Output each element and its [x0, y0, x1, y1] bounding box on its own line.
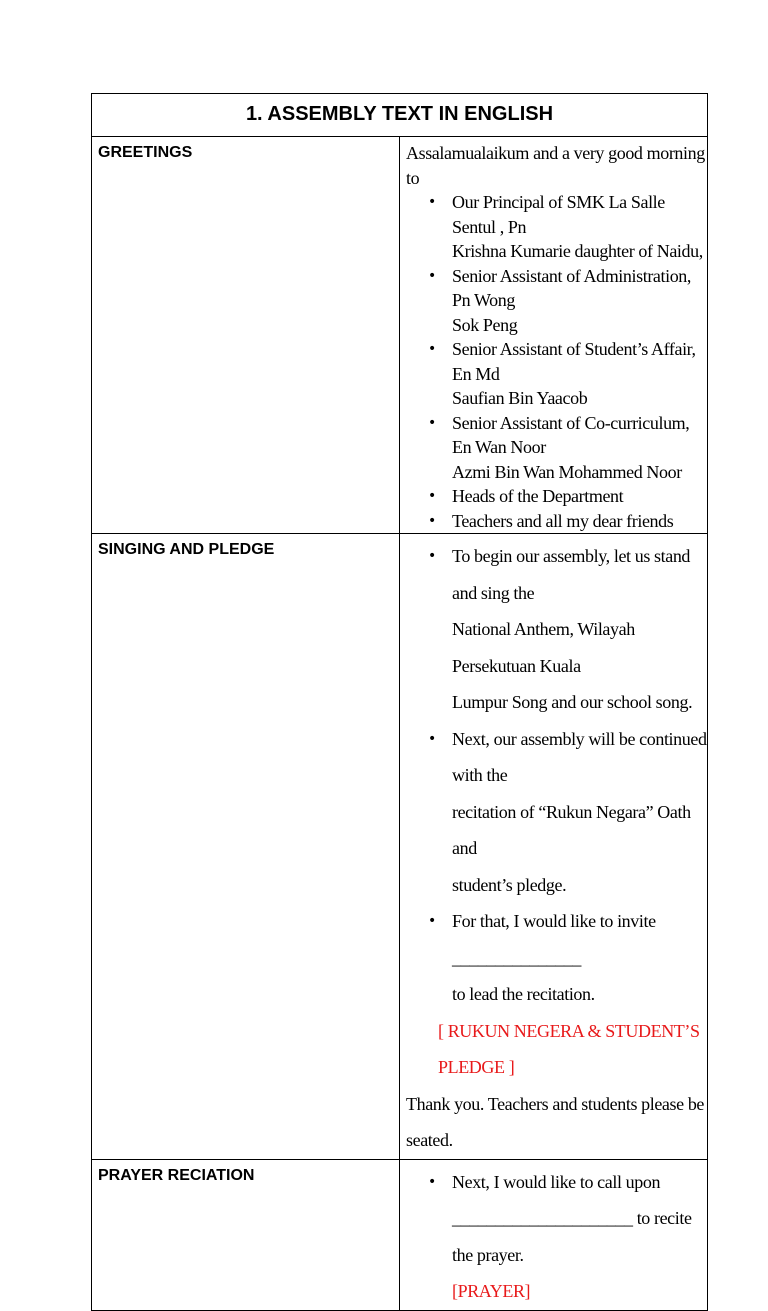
greetings-list: [406, 190, 707, 533]
list-line: • Heads of the Department: [452, 486, 624, 506]
list-item: [452, 509, 707, 534]
list-item: [452, 721, 707, 904]
list-item: [452, 1164, 707, 1274]
assembly-table: [91, 93, 708, 1311]
greetings-label: GREETINGS: [92, 137, 400, 534]
list-line: • Next, our assembly will be continued with the: [452, 728, 707, 785]
greetings-row: [92, 137, 708, 534]
list-line: • Senior Assistant of Administration, Pn Wong: [452, 265, 692, 310]
list-line: Lumpur Song and our school song.: [452, 692, 693, 712]
singing-row: [92, 534, 708, 1160]
list-item: [452, 190, 707, 264]
prayer-note: [PRAYER]: [452, 1281, 531, 1301]
prayer-content: [400, 1159, 708, 1310]
list-line: • Senior Assistant of Co-curriculum, En Wan Noor: [452, 412, 690, 457]
greetings-content: [400, 137, 708, 534]
list-line: Azmi Bin Wan Mohammed Noor: [452, 461, 682, 482]
list-item: [452, 484, 707, 509]
list-line: _____________________ to recite the prayer.: [452, 1208, 692, 1265]
prayer-list: [406, 1164, 707, 1274]
list-line: • Our Principal of SMK La Salle Sentul , Pn: [452, 192, 665, 237]
list-line: recitation of “Rukun Negara” Oath and: [452, 801, 691, 858]
singing-label: SINGING AND PLEDGE: [92, 534, 400, 1160]
list-item: [452, 411, 707, 485]
singing-list: [406, 538, 707, 1013]
prayer-label: PRAYER RECIATION: [92, 1159, 400, 1310]
prayer-row: [92, 1159, 708, 1310]
document-title: 1. ASSEMBLY TEXT IN ENGLISH: [92, 94, 708, 137]
list-line: National Anthem, Wilayah Persekutuan Kuala: [452, 619, 635, 676]
list-line: Sok Peng: [452, 314, 518, 335]
list-line: Krishna Kumarie daughter of Naidu,: [452, 241, 703, 261]
list-item: [452, 337, 707, 411]
list-item: [452, 903, 707, 1013]
list-line: Saufian Bin Yaacob: [452, 388, 588, 408]
list-item: [452, 538, 707, 721]
closing-text: Thank you. Teachers and students please be seated.: [406, 1093, 705, 1150]
list-line: student’s pledge.: [452, 874, 567, 895]
singing-content: [400, 534, 708, 1160]
list-line: • Teachers and all my dear friends: [452, 510, 674, 531]
list-line: • To begin our assembly, let us stand and sing the: [452, 546, 691, 603]
list-line: • Senior Assistant of Student’s Affair, En Md: [452, 339, 696, 384]
list-line: • Next, I would like to call upon: [452, 1171, 661, 1192]
greetings-intro: Assalamualaikum and a very good morning to: [406, 143, 705, 188]
rukun-negara-note: [ RUKUN NEGERA & STUDENT’S PLEDGE ]: [438, 1020, 700, 1077]
list-line: to lead the recitation.: [452, 984, 595, 1004]
list-line: • For that, I would like to invite _______________: [452, 911, 656, 968]
list-item: [452, 264, 707, 338]
